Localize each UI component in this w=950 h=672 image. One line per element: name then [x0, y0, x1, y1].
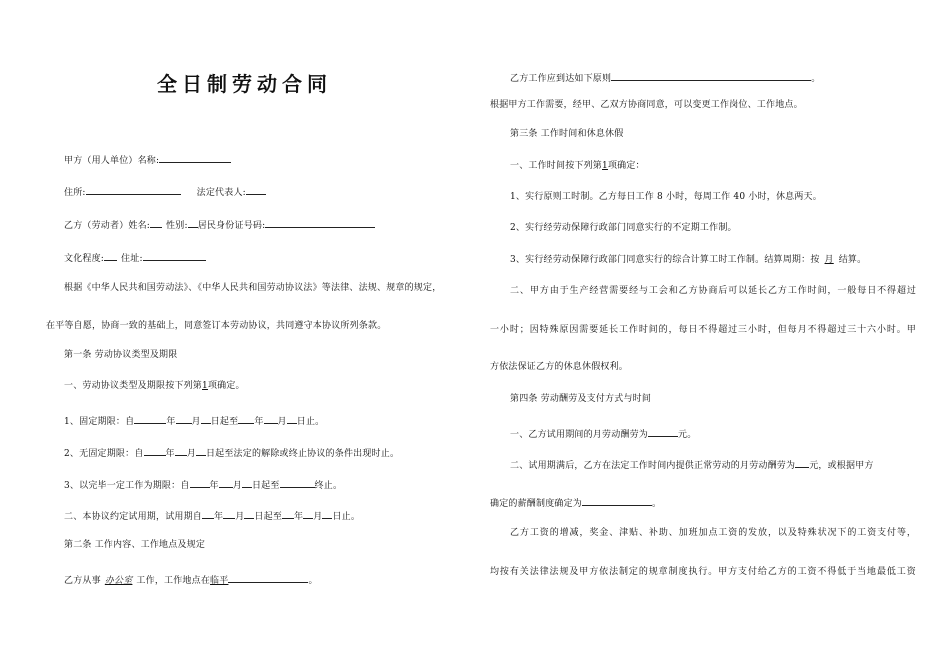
article-1-item-1: 一、劳动协议类型及期限按下列第1项确定。 [64, 381, 245, 391]
work-content-line: 乙方从事 办公室 工作，工作地点在临平 。 [64, 572, 318, 587]
article-2-heading: 第二条 工作内容、工作地点及规定 [64, 540, 206, 550]
party-a-blank [159, 152, 231, 163]
open-term-line: 2、无固定期限：自 年 月 日起至法定的解除或终止协议的条件出现时止。 [64, 445, 399, 460]
flexible-hours-line: 2、实行经劳动保障行政部门同意实行的不定期工作制。 [510, 223, 737, 233]
hours-method-number: 1 [602, 161, 608, 171]
document-title: 全日制劳动合同 [157, 72, 332, 96]
id-label: 居民身份证号码: [197, 221, 266, 231]
principle-blank [611, 70, 811, 81]
basis-line-2: 在平等自愿，协商一致的基础上，同意签订本劳动协议，共同遵守本协议所列条款。 [46, 321, 387, 331]
gender-label: 性别: [166, 221, 188, 231]
regular-pay-line-2: 确定的薪酬制度确定为 。 [490, 495, 661, 510]
education-label: 文化程度: [64, 254, 105, 264]
contract-type-number: 1 [202, 381, 208, 391]
address-blank [86, 184, 181, 195]
party-b-line [64, 217, 375, 232]
overtime-line-1: 二 、 甲 方 由 于 生 产 经 营 需 要 经 与 工 会 和 乙 方 协 商 后 可 以 延 长 乙 方 工 作 时 间 ， 一 般 每 日 不 得 超 过 [510, 286, 916, 296]
address-label: 住所: [64, 188, 86, 198]
education-line [64, 250, 206, 265]
article-4-heading: 第四条 劳动酬劳及支付方式与时间 [510, 394, 652, 404]
fixed-term-line: 1、固定期限：自 年 月 日起至 年 月 日止。 [64, 413, 324, 428]
party-b-name-label: 乙方（劳动者）姓名: [64, 221, 151, 231]
regular-pay-line-1: 二、试用期满后，乙方在法定工作时间内提供正常劳动的月劳动酬劳为 元，或根据甲方 [510, 457, 874, 472]
residence-label: 住址: [121, 254, 143, 264]
overtime-line-3: 方依法保证乙方的休息休假权利。 [490, 362, 629, 372]
overtime-line-2: 一 小 时 ； 因 特 殊 原 因 需 要 延 长 工 作 时 间 的 ， 每 日 不 得 超 过 三 小 时 ， 但 每 月 不 得 超 过 三 十 六 小 时 。 甲 [490, 325, 916, 335]
settlement-period-value: 月 [824, 255, 834, 265]
work-place-value: 临平 [210, 576, 229, 586]
party-a-line [64, 152, 231, 167]
id-blank [265, 217, 375, 228]
principle-line: 乙方工作应到达如下原则 。 [510, 70, 820, 85]
standard-hours-line: 1、实行原则工时制。乙方每日工作 8 小时，每周工作 40 小时，休息两天。 [510, 192, 822, 202]
residence-blank [143, 250, 206, 261]
task-term-line: 3、以完毕一定工作为期限：自 年 月 日起至 终止。 [64, 477, 342, 492]
wage-line-1: 乙 方 工 资 的 增 减 ， 奖 金 、 津 贴 、 补 助 、 加 班 加 点 工 资 的 发 放 ， 以 及 特 殊 状 况 下 的 工 资 支 付 等 ， [510, 528, 916, 538]
legal-rep-label: 法定代表人: [196, 188, 246, 198]
legal-rep-blank [246, 184, 266, 195]
article-3-heading: 第三条 工作时间和休息休假 [510, 129, 624, 139]
address-line [64, 184, 266, 199]
wage-line-2: 均 按 有 关 法 律 法 规 及 甲 方 依 法 制 定 的 规 章 制 度 执 行 。 甲 方 支 付 给 乙 方 的 工 资 不 得 低 于 当 地 最 低 工 资 [490, 567, 916, 577]
work-content-value: 办公室 [104, 576, 133, 586]
probation-line: 二、本协议约定试用期，试用期自 年 月 日起至 年 月 日止。 [64, 508, 360, 523]
party-a-label: 甲方（用人单位）名称: [64, 156, 160, 166]
comprehensive-hours-line: 3、实行经劳动保障行政部门同意实行的综合计算工时工作制。结算周期：按 月 结算。 [510, 255, 867, 265]
article-1-heading: 第一条 劳动协议类型及期限 [64, 350, 178, 360]
probation-pay-line: 一、乙方试用期间的月劳动酬劳为 元。 [510, 426, 696, 441]
basis-line-1: 根据《中华人民共和国劳动法》、《中华人民共和国劳动协议法》等法律、法规、规章的规定， [64, 283, 442, 293]
change-line: 根据甲方工作需要，经甲、乙双方协商同意，可以变更工作岗位、工作地点。 [490, 100, 803, 110]
hours-method-line: 一、工作时间按下列第1项确定： [510, 161, 645, 171]
